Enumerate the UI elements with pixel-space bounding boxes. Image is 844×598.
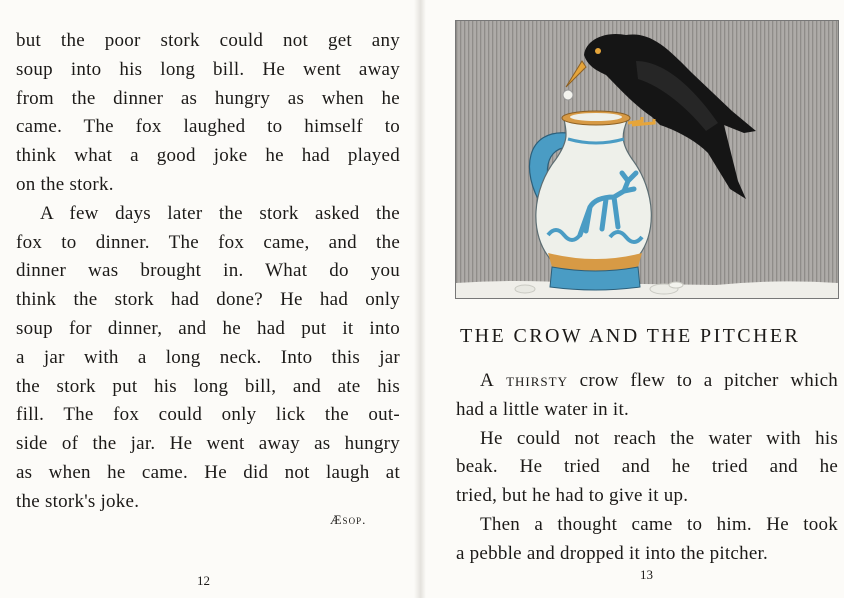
paragraph-thirsty-crow xyxy=(456,367,838,425)
page-number: 12 xyxy=(197,573,210,588)
pebble xyxy=(515,285,535,293)
text-line: dinner was brought in. What do you xyxy=(16,260,400,282)
text-line xyxy=(456,367,838,396)
paragraph-could-not-reach xyxy=(456,425,838,511)
illustration-svg xyxy=(456,21,838,298)
left-page-text xyxy=(16,27,400,517)
text-line: on the stork. xyxy=(16,173,114,195)
text-line: A few days later the stork asked the xyxy=(40,202,400,224)
crow-eye xyxy=(595,48,601,54)
text-fragment: crow flew to a pitcher which xyxy=(568,370,838,391)
text-line: side of the jar. He went away as hungry xyxy=(16,433,400,455)
story-title: THE CROW AND THE PITCHER xyxy=(460,325,801,347)
author-attribution: Æsop. xyxy=(330,512,367,527)
right-page xyxy=(422,0,844,598)
pitcher-mouth xyxy=(570,113,622,121)
text-line: tried, but he had to give it up. xyxy=(456,485,689,507)
opening-words: A thirsty xyxy=(480,370,568,391)
text-line: Then a thought came to him. He took xyxy=(480,513,838,535)
text-line: think what a good joke he had played xyxy=(16,145,400,167)
page-number: 13 xyxy=(640,567,653,582)
crow-pitcher-illustration xyxy=(455,20,839,299)
text-line: a pebble and dropped it into the pitcher. xyxy=(456,542,769,564)
left-page xyxy=(0,0,418,598)
text-line: from the dinner as hungry as when he xyxy=(16,87,400,109)
text-line: had a little water in it. xyxy=(456,398,629,420)
text-line: soup for dinner, and he had put it into xyxy=(16,317,400,339)
text-line: He could not reach the water with his xyxy=(480,427,838,449)
paragraph-ending-fox-story xyxy=(16,27,400,200)
paragraph-stork-dinner xyxy=(16,200,400,517)
text-line: the stork put his long bill, and ate his xyxy=(16,375,400,397)
text-line: beak. He tried and he tried and he xyxy=(456,456,838,478)
pebble-in-beak xyxy=(563,90,573,100)
text-line: the stork's joke. xyxy=(16,490,140,512)
text-line: soup into his long bill. He went away xyxy=(16,58,400,80)
right-page-text xyxy=(456,367,838,569)
paragraph-a-thought xyxy=(456,511,838,569)
text-line: think the stork had done? He had only xyxy=(16,289,400,311)
text-line: fox to dinner. The fox came, and the xyxy=(16,231,400,253)
pebble xyxy=(669,282,683,288)
text-line: a jar with a long neck. Into this jar xyxy=(16,346,400,368)
text-line: as when he came. He did not laugh at xyxy=(16,461,400,483)
text-line: came. The fox laughed to himself to xyxy=(16,116,400,138)
text-line: but the poor stork could not get any xyxy=(16,30,400,51)
text-line: fill. The fox could only lick the out- xyxy=(16,404,400,426)
